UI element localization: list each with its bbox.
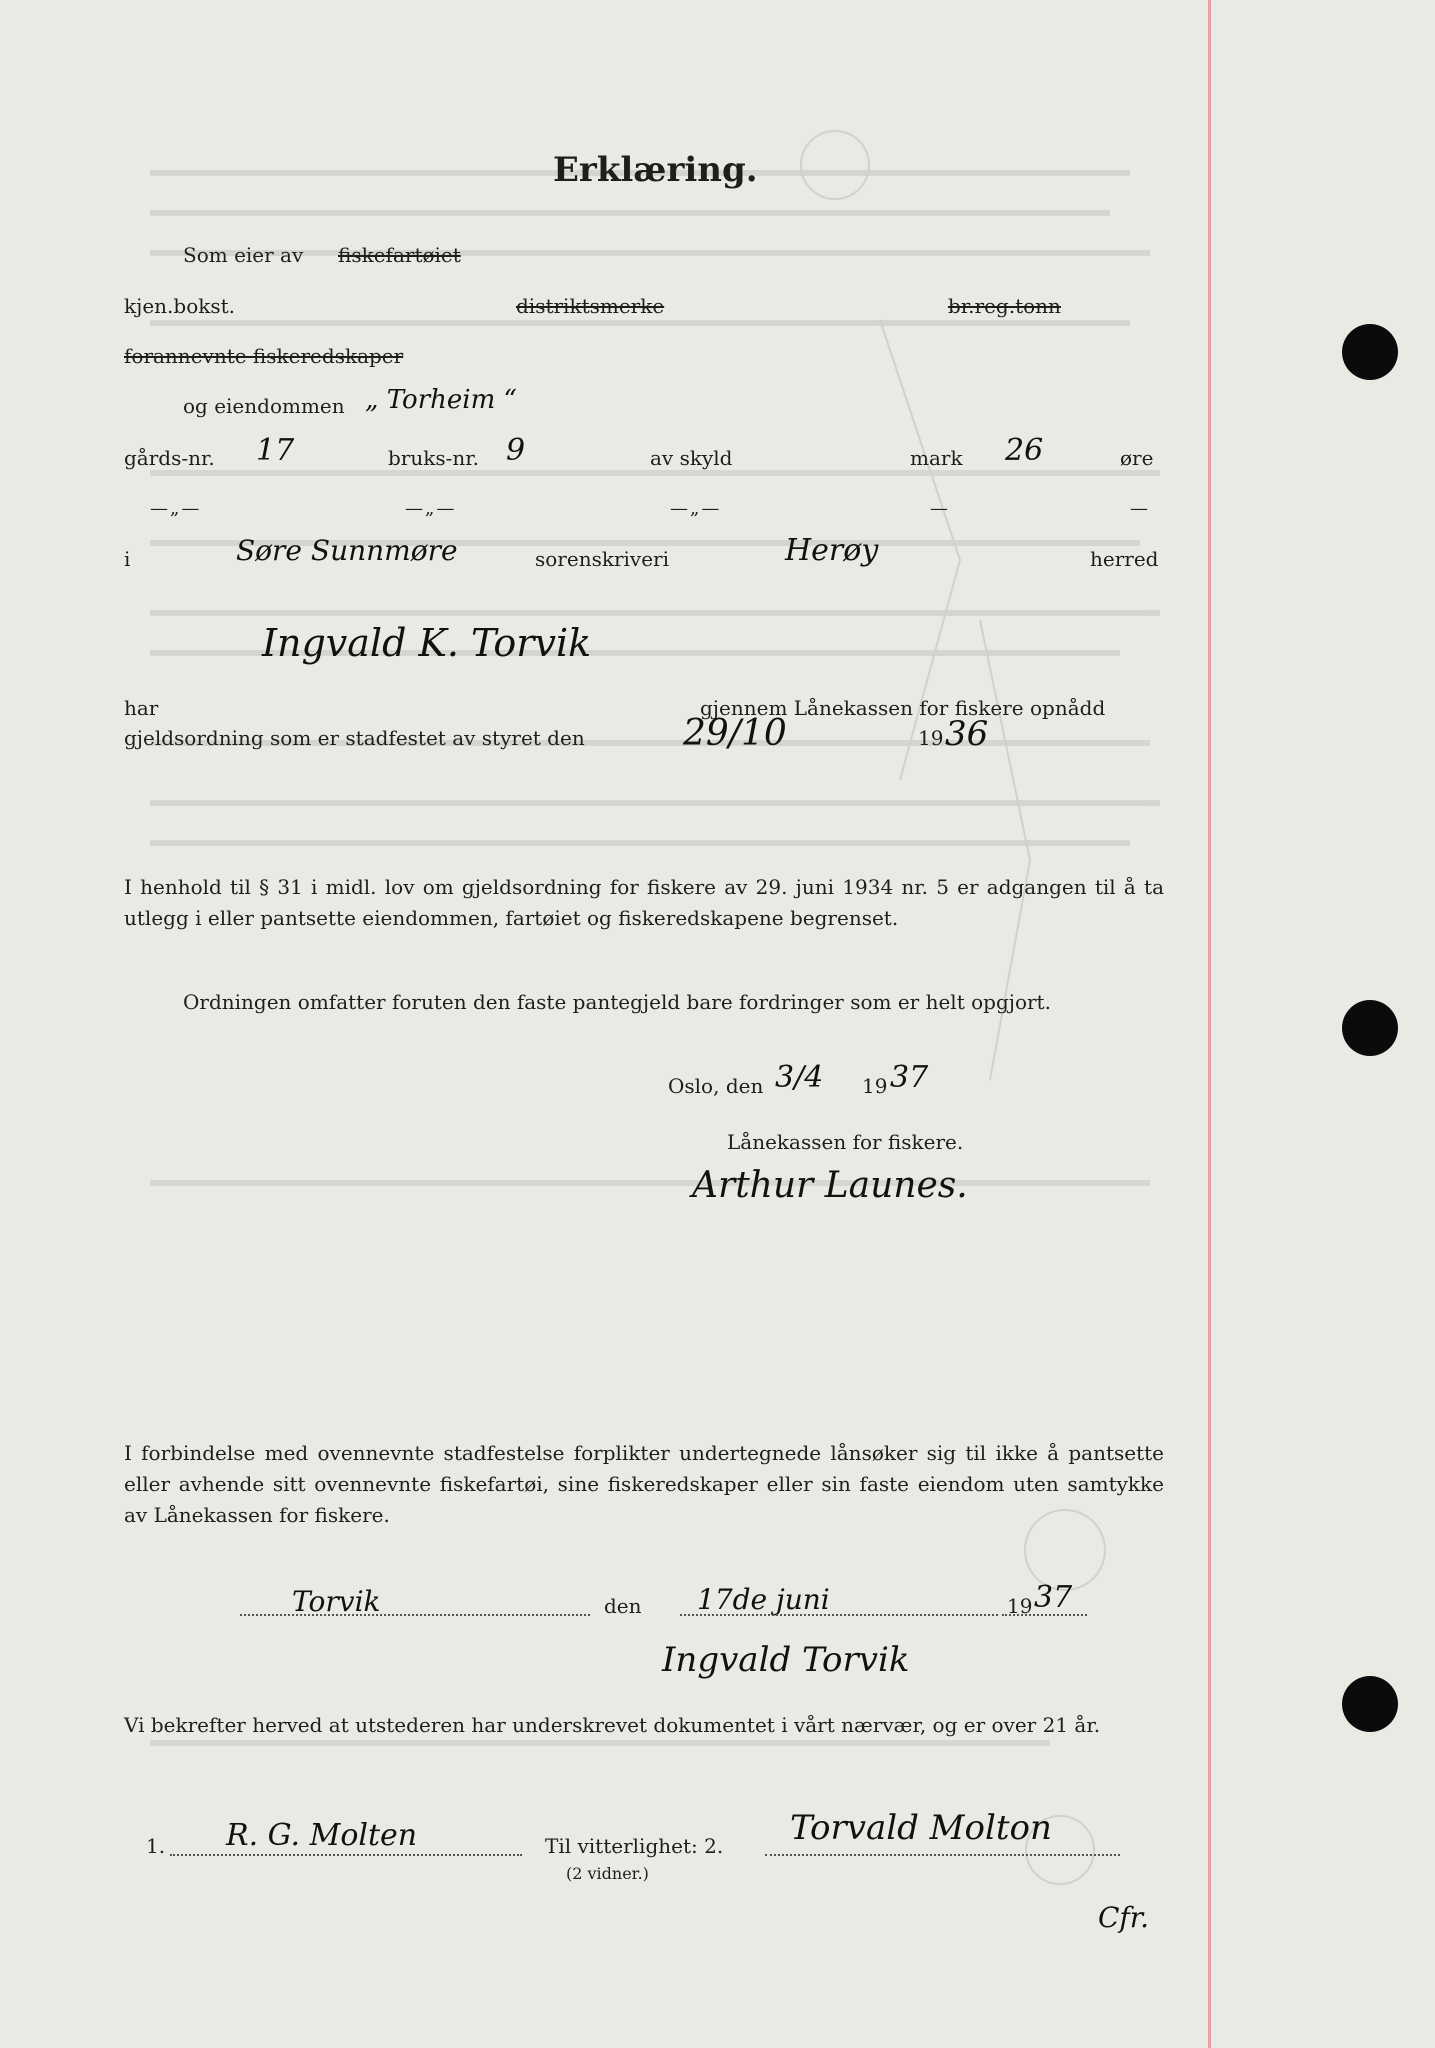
gards-nr-label: gårds-nr. <box>124 446 215 470</box>
approval-date: 29/10 <box>683 713 787 754</box>
clerk-initials: Cfr. <box>1098 1901 1149 1934</box>
borrower-signature: Ingvald Torvik <box>662 1640 910 1680</box>
document-title: Erklæring. <box>553 150 758 190</box>
ghost-line <box>150 210 1110 216</box>
ditto-mark: —„— <box>405 498 457 519</box>
ditto-mark: —„— <box>670 498 722 519</box>
reg-tonn-label: br.reg.tonn <box>948 294 1061 318</box>
stamp-ghost-circle <box>801 131 869 199</box>
mark-value: 26 <box>1005 433 1044 468</box>
ghost-line <box>150 470 1160 476</box>
district-name: Søre Sunnmøre <box>236 534 458 567</box>
mark-label: mark <box>910 446 963 470</box>
gards-nr-value: 17 <box>256 433 295 468</box>
bruks-nr-label: bruks-nr. <box>388 446 479 470</box>
punch-hole <box>1342 324 1398 380</box>
property-name: „ Torheim “ <box>365 385 517 415</box>
punch-hole <box>1342 1000 1398 1056</box>
through-lanekassen-text: gjennem Lånekassen for fiskere opnådd <box>700 696 1106 720</box>
signing-place: Torvik <box>292 1585 381 1618</box>
skyld-label: av skyld <box>650 446 733 470</box>
in-label: i <box>124 547 131 571</box>
district-mark-label: distriktsmerke <box>516 294 665 318</box>
sorenskriveri-label: sorenskriveri <box>535 547 670 571</box>
ditto-mark: — <box>930 498 950 519</box>
ore-label: øre <box>1120 446 1154 470</box>
dotted-line <box>170 1854 522 1856</box>
oslo-date-label: Oslo, den <box>668 1074 764 1098</box>
property-label: og eiendommen <box>183 394 345 418</box>
den-label: den <box>604 1594 642 1618</box>
oslo-year-suffix: 37 <box>890 1060 929 1095</box>
ghost-line <box>150 800 1160 806</box>
ghost-line <box>150 1180 1150 1186</box>
signing-date: 17de juni <box>697 1583 830 1616</box>
ditto-mark: —„— <box>150 498 202 519</box>
signing-year-prefix: 19 <box>1007 1594 1033 1618</box>
ghost-line <box>150 610 1160 616</box>
dotted-line <box>765 1854 1120 1856</box>
witness-2-name: Torvald Molton <box>790 1808 1052 1848</box>
bruks-nr-value: 9 <box>506 433 526 468</box>
witness-1-name: R. G. Molten <box>226 1818 418 1853</box>
approval-year-suffix: 36 <box>945 714 989 754</box>
dotted-line <box>680 1614 998 1616</box>
struck-vessel-word: fiskefartøiet <box>338 243 461 267</box>
herred-name: Herøy <box>785 533 879 568</box>
vidner-note: (2 vidner.) <box>566 1864 649 1883</box>
dotted-line <box>1002 1614 1087 1616</box>
legal-paragraph: I henhold til § 31 i midl. lov om gjeldsordning for fiskere av 29. juni 1934 nr. 5 er adgangen til å ta utlegg i eller pantsette eiendommen, fartøiet og fiskeredskapene begrenset. <box>124 875 1164 930</box>
kjen-bokst-label: kjen.bokst. <box>124 294 236 318</box>
obligation-paragraph: I forbindelse med ovennevnte stadfestelse forplikter undertegnede lånsøker sig til ikke å pantsette eller avhende sitt ovennevnte fiskefartøi, sine fiskeredskaper eller sin faste eiendom uten samtykke av Lånekassen for fiskere. <box>124 1441 1164 1527</box>
witness-paragraph: Vi bekrefter herved at utstederen har underskrevet dokumentet i vårt nærvær, og er over 21 år. <box>124 1713 1101 1737</box>
margin-red-line <box>1208 0 1211 2048</box>
debt-settlement-label: gjeldsordning som er stadfestet av styret den <box>124 726 585 750</box>
punch-hole <box>1342 1676 1398 1732</box>
struck-equipment-line: forannevnte fiskeredskaper <box>124 344 404 368</box>
lanekassen-label: Lånekassen for fiskere. <box>727 1130 964 1154</box>
oslo-year-prefix: 19 <box>862 1074 888 1098</box>
ghost-line <box>150 320 1130 326</box>
signing-year-suffix: 37 <box>1034 1580 1073 1615</box>
owner-of-label: Som eier av <box>183 243 304 267</box>
har-label: har <box>124 696 159 720</box>
ghost-line <box>150 840 1130 846</box>
dotted-line <box>240 1614 590 1616</box>
oslo-date: 3/4 <box>775 1060 824 1095</box>
witness-label: Til vitterlighet: 2. <box>545 1834 724 1858</box>
official-signature: Arthur Launes. <box>692 1165 968 1206</box>
ditto-mark: — <box>1130 498 1150 519</box>
owner-name: Ingvald K. Torvik <box>262 621 592 665</box>
witness-1-number: 1. <box>146 1834 166 1858</box>
arrangement-paragraph: Ordningen omfatter foruten den faste pantegjeld bare fordringer som er helt opgjort. <box>183 990 1051 1014</box>
herred-label: herred <box>1090 547 1159 571</box>
approval-year-prefix: 19 <box>918 726 944 750</box>
